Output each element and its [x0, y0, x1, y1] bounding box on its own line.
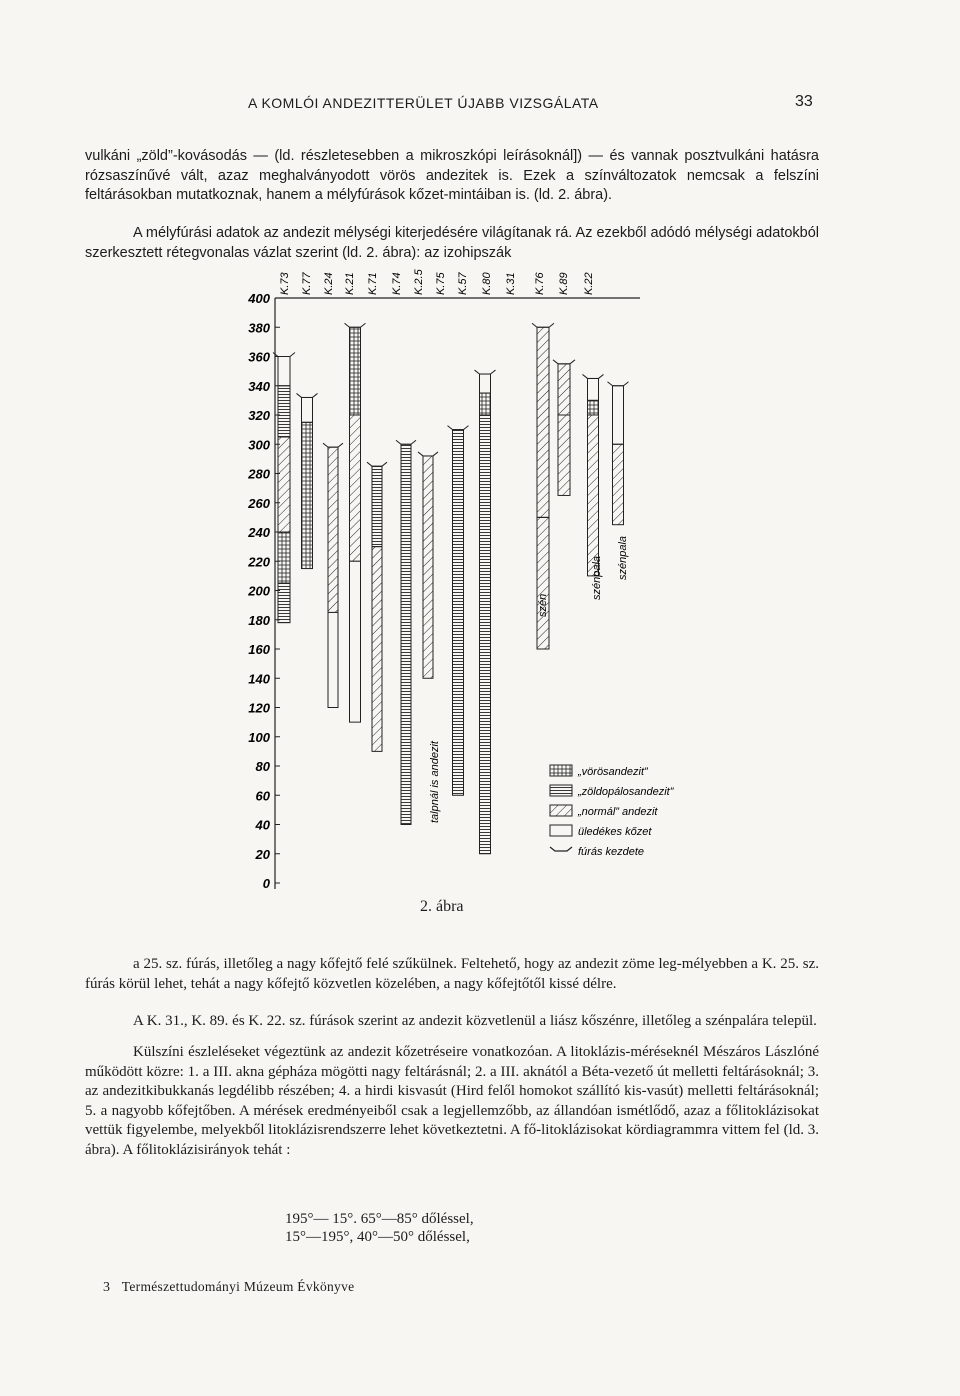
well-label: K.73 [279, 272, 291, 295]
y-tick-label: 340 [248, 378, 270, 394]
column-segment [588, 400, 599, 415]
y-tick-label: 380 [248, 320, 270, 336]
borehole-column [608, 382, 629, 525]
note-szen: szén [537, 593, 549, 617]
column-segment [278, 583, 290, 622]
column-segment [278, 437, 290, 532]
y-tick-label: 240 [248, 525, 270, 540]
column-segment [401, 444, 411, 824]
borehole-diagram [200, 255, 760, 915]
y-tick-label: 60 [255, 788, 270, 804]
formula-line-1: 195°— 15°. 65°—85° dőléssel, [285, 1211, 474, 1227]
y-tick-label: 360 [248, 349, 270, 365]
column-segment [328, 612, 338, 707]
well-labels [279, 268, 595, 295]
y-tick-label: 160 [248, 642, 270, 657]
column-segment [372, 547, 382, 752]
start-marker [297, 393, 318, 397]
borehole-column [418, 452, 438, 678]
column-segment [278, 357, 290, 386]
column-segment [302, 397, 313, 422]
footer-number: 3 [103, 1280, 111, 1295]
column-segment [537, 517, 549, 649]
start-marker [418, 452, 438, 456]
legend-swatch [550, 765, 572, 776]
y-tick-label: 180 [248, 612, 270, 628]
borehole-column [553, 360, 575, 496]
figure-caption: 2. ábra [420, 898, 464, 915]
column-segment [588, 378, 599, 400]
borehole-column [297, 393, 318, 568]
start-marker [396, 440, 416, 444]
well-label: K.74 [391, 272, 403, 295]
y-tick-label: 320 [248, 408, 270, 423]
note-szenpala-1: szénpala [591, 555, 603, 600]
column-segment [350, 327, 361, 415]
column-segment [278, 532, 290, 583]
y-tick-label: 40 [255, 817, 270, 833]
well-label: K.76 [534, 272, 546, 295]
legend-label: üledékes kőzet [578, 826, 652, 838]
page-number: 33 [795, 93, 813, 110]
start-marker [367, 462, 387, 466]
column-segment [480, 374, 491, 393]
well-label: K.71 [367, 272, 379, 295]
y-tick-label: 260 [248, 495, 270, 511]
note-szenpala-2: szénpala [617, 535, 629, 580]
column-segment [372, 466, 382, 546]
column-segment [328, 447, 338, 612]
paragraph-2: A mélyfúrási adatok az andezit mélységi kiterjedésére világítanak rá. Az ezekből adódó mélységi adatokból szerkesztett rétegvonalas vázlat szerint (ld. 2. ábra): az izohipszák [85, 225, 819, 261]
paragraph-1: vulkáni „zöld”-kovásodás — (ld. részletesebben a mikroszkópi leírásoknál]) — és vannak posztvulkáni hatásra rózsaszínűvé vált, azaz meghalványodott vörös andezitek is. Ezek a színváltozatok nemcsak a felszíni feltárásokban mutatkoznak, hanem a mélyfúrások kőzet-mintáiban is. (ld. 2. ábra). [85, 148, 819, 203]
y-tick-label: 80 [255, 759, 270, 774]
legend-swatch [550, 825, 572, 836]
well-label: K.31 [505, 272, 517, 295]
start-marker [553, 360, 575, 364]
well-label: K.21 [344, 272, 356, 295]
figure-legend [550, 765, 675, 858]
paragraph-5: Külszíni észleléseket végeztünk az andezit kőzetréseire vonatkozóan. A litoklázis-méréseknél Mészáros Lászlóné működött közre: 1. a III. akna gépháza mögötti nagy feltárásnál; 2. a III. aknától a Béta-vezető út melletti feltárásoknál; 3. az andezitkibukkanás legdélibb részében; 4. a hirdi kisvasút (Hird felől homokot szállító kis-vasút) melletti feltárásoknál; 5. a nagyobb kőfejtőben. A mérések eredményeiből csak a legjellemzőbb, az állandóan ismétlődő, azaz a főlitoklázisokat vettük figyelembe, melyekből litoklázisrendszerre lehet következtetni. A fő-litoklázisokat kördiagrammra vittem fel (ld. 3. ábra). A főlitoklázisirányok tehát : [85, 1044, 819, 1158]
paragraph-3 [85, 955, 819, 994]
start-marker [448, 426, 469, 430]
well-label: K.89 [558, 272, 570, 295]
y-tick-label: 220 [248, 554, 270, 570]
well-label: K.24 [323, 272, 335, 295]
footer-text: Természettudományi Múzeum Évkönyve [121, 1279, 355, 1294]
column-segment [588, 415, 599, 576]
borehole-column [583, 374, 604, 575]
running-header [0, 93, 960, 117]
borehole-column [323, 443, 343, 707]
well-label: K.77 [301, 272, 313, 295]
y-tick-label: 200 [248, 583, 270, 599]
borehole-columns [273, 323, 629, 854]
borehole-column [345, 323, 366, 722]
formula-line-2: 15°—195°, 40°—50° dőléssel, [285, 1229, 470, 1245]
legend-label: „vörösandezit” [578, 766, 648, 778]
borehole-column [367, 462, 387, 751]
column-segment [480, 393, 491, 415]
well-label: K.80 [481, 272, 493, 295]
well-label: K.2.5 [413, 269, 425, 295]
legend-swatch [550, 805, 572, 816]
column-segment [613, 386, 624, 445]
running-title: A KOMLÓI ANDEZITTERÜLET ÚJABB VIZSGÁLATA [248, 95, 599, 111]
y-tick-label: 0 [262, 876, 270, 891]
column-segment [302, 422, 313, 568]
well-label: K.75 [435, 272, 447, 295]
borehole-column [475, 370, 496, 854]
start-marker [532, 323, 554, 327]
start-marker [583, 374, 604, 378]
y-tick-label: 100 [248, 729, 270, 745]
start-marker [273, 353, 295, 357]
paragraph-4: A K. 31., K. 89. és K. 22. sz. fúrások szerint az andezit közvetlenül a liász kőszénre, illetőleg a szénpalára települ. [133, 1013, 817, 1029]
column-segment [350, 415, 361, 561]
note-talpnal: talpnál is andezit [429, 741, 441, 823]
start-marker [345, 323, 366, 327]
legend-swatch [550, 785, 572, 796]
legend-label: fúrás kezdete [578, 846, 645, 858]
column-segment [423, 456, 433, 678]
y-tick-label: 280 [248, 466, 270, 482]
y-tick-label: 20 [255, 846, 270, 862]
borehole-column [448, 426, 469, 796]
depth-axis [247, 291, 640, 891]
borehole-column [396, 440, 416, 824]
column-segment [453, 430, 464, 796]
well-label: K.22 [583, 272, 595, 295]
legend-swatch [550, 847, 572, 851]
y-tick-label: 140 [248, 671, 270, 687]
legend-label: „zöldopálosandezit” [578, 786, 674, 798]
column-segment [278, 386, 290, 437]
footer [103, 1279, 354, 1296]
well-label: K.57 [457, 272, 469, 295]
borehole-figure [200, 255, 760, 915]
borehole-column [273, 353, 295, 623]
column-segment [558, 415, 570, 495]
legend-label: „normál” andezit [578, 806, 658, 818]
column-segment [537, 327, 549, 517]
column-segment [613, 444, 624, 524]
start-marker [323, 443, 343, 447]
column-segment [480, 415, 491, 854]
column-segment [558, 364, 570, 415]
start-marker [475, 370, 496, 374]
y-tick-label: 120 [248, 700, 270, 716]
paragraph-3-text: a 25. sz. fúrás, illetőleg a nagy kőfejtő felé szűkülnek. Feltehető, hogy az andezit zöme leg-mélyebben a K. 25. sz. fúrás körül lehet, tehát a nagy kőfejtő közvetlen közelében, a nagy kőfejtőtől kissé délre. [85, 956, 819, 992]
y-tick-label: 400 [248, 291, 270, 306]
column-segment [350, 561, 361, 722]
y-tick-label: 300 [248, 437, 270, 453]
start-marker [608, 382, 629, 386]
